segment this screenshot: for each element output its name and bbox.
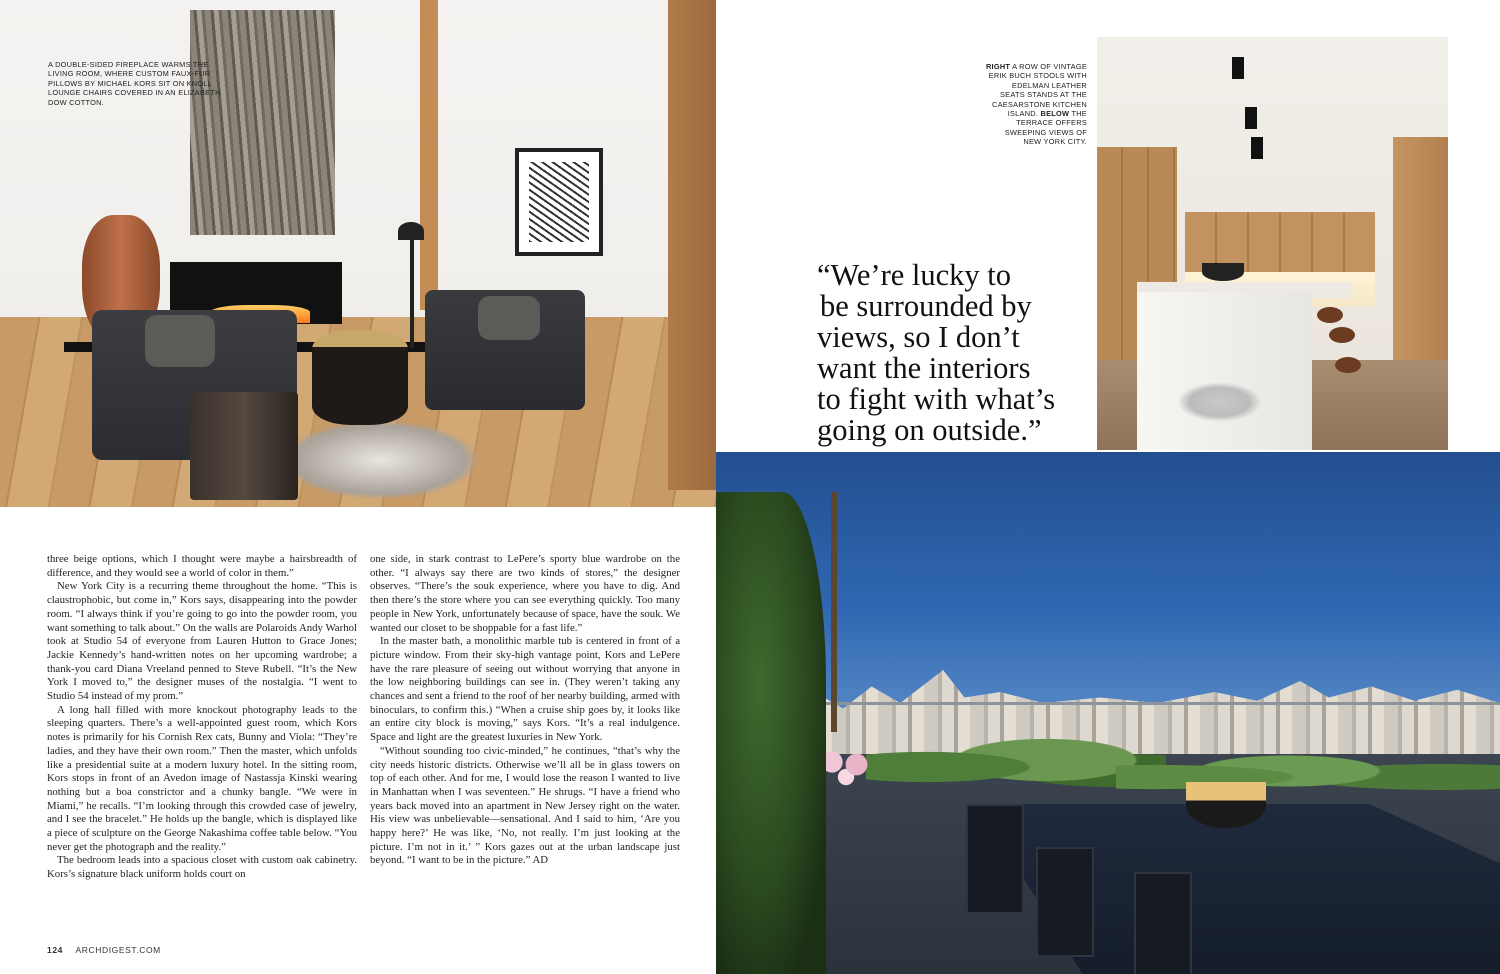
side-table xyxy=(312,330,408,425)
kitchen-photo xyxy=(1097,37,1448,450)
body-paragraph: The bedroom leads into a spacious closet with custom oak cabinetry. Kors’s signature black uniform holds court on xyxy=(47,854,357,881)
page-number: 124 xyxy=(47,945,63,955)
tree-trunk xyxy=(831,492,837,732)
bar-stool xyxy=(1335,357,1361,373)
dining-chair xyxy=(966,804,1024,914)
pendant-light xyxy=(1245,107,1257,129)
body-paragraph: one side, in stark contrast to LePere’s sporty blue wardrobe on the other. “I always say there are two kinds of stores,” the designer observes. “There’s the souk experience, where you have to dig. And then there’s the store where you can see everything quickly. Too many people in New York, unfortunately because of space, have the souk. We wanted our closet to be shoppable for a fast life.” xyxy=(370,553,680,634)
dining-chair xyxy=(1134,872,1192,974)
bar-stool xyxy=(1317,307,1343,323)
caption-label-below: BELOW xyxy=(1040,109,1070,119)
website-link[interactable]: ARCHDIGEST.COM xyxy=(75,945,161,955)
body-paragraph: three beige options, which I thought were maybe a hairsbreadth of difference, and they would see a world of color in them.” xyxy=(47,553,357,579)
pull-quote xyxy=(817,260,1092,446)
caption-text-below: THE TERRACE OFFERS SWEEPING VIEWS OF NEW YORK CITY. xyxy=(1004,109,1087,147)
framed-print xyxy=(515,148,603,256)
bowl xyxy=(1202,263,1244,281)
kitchen-caption xyxy=(985,62,1087,147)
caption-text-right: A ROW OF VINTAGE ERIK BUCH STOOLS WITH EDELMAN LEATHER SEATS STANDS AT THE CAESARSTONE KITCHEN ISLAND. xyxy=(988,62,1087,119)
terrace-photo xyxy=(716,452,1500,974)
quote-line: be surrounded by xyxy=(820,289,1032,323)
body-paragraph: “Without sounding too civic-minded,” he continues, “that’s why the city needs historic districts. Otherwise we’ll all be in glass towers on top of each other. And for me, I would lose the reason I wanted to live in Manhattan when I was seventeen.” He shrugs. “I have a friend who years back moved into an apartment in New Jersey right on the water. His view was unbelievable—sensational. And I said to him, ‘Are you happy here?’ He was like, ‘No, not really. I’m just looking at the picture. I’m not in it.’ ” Kors gazes out at the urban landscape just beyond. “I want to be in the picture.” AD xyxy=(370,744,680,867)
cat xyxy=(1177,382,1262,422)
wood-door-panel xyxy=(420,0,438,310)
body-paragraph: In the master bath, a monolithic marble tub is centered in front of a picture window. From their sky-high vantage point, Kors and LePere have the rare pleasure of seeing out without worrying that anyone in the low neighboring buildings can see in. (They weren’t taking any chances and sent a friend to the roof of her nearby building, armed with binoculars, to confirm this.) “When a cruise ship goes by, it looks like an entire city block is moving,” says Kors. “It’s a real indulgence. Space and light are the greatest luxuries in New York. xyxy=(370,635,680,744)
wood-wall-panel xyxy=(668,0,716,490)
body-column-1 xyxy=(47,553,357,882)
lamp-shade xyxy=(398,222,424,240)
quote-line: want the interiors xyxy=(817,351,1031,385)
wood-stool-table xyxy=(190,392,298,500)
body-paragraph: New York City is a recurring theme throughout the home. “This is claustrophobic, but come in,” Kors says, disappearing into the powder room. “I always think if you’re going to go into the powder room, you want something to talk about.” On the walls are Polaroids Andy Warhol took at Studio 54 of everyone from Lauren Hutton to Grace Jones; Jackie Kennedy’s hand-written notes on her upcoming wardrobe; a thank-you card Diana Vreeland penned to Steve Rubell. “It’s the New York I moved to,” the designer muses of the nostalgia. “I went to Studio 54 instead of my prom.” xyxy=(47,580,357,703)
quote-line: “We’re lucky to xyxy=(817,258,1012,292)
floor-lamp xyxy=(410,228,414,348)
quote-line: going on outside.” xyxy=(817,413,1042,447)
body-column-2 xyxy=(370,553,680,868)
body-paragraph: A long hall filled with more knockout photography leads to the sleeping quarters. There’s a well-appointed guest room, which Kors notes is primarily for his Cornish Rex cats, Bunny and Viola: “They’re ladies, and they have their own room.” Then the master, which unfolds like a presidential suite at a modern luxury hotel. In the sitting room, Kors stops in front of an Avedon image of Nastassja Kinski wearing nothing but a boa constrictor and a chunky bangle. “We were in Miami,” he recalls. “I’m looking through this crowded case of jewelry, and I see the bracelet.” He holds up the bangle, which is displayed like a piece of sculpture on the George Nakashima coffee table below. “You never get the photograph and the reality.” xyxy=(47,703,357,853)
quote-line: views, so I don’t xyxy=(817,320,1020,354)
quote-line: to fight with what’s xyxy=(817,382,1056,416)
pendant-light xyxy=(1232,57,1244,79)
caption-label-right: RIGHT xyxy=(985,62,1011,71)
planters xyxy=(1116,747,1500,807)
bark-artwork xyxy=(190,10,335,235)
dining-chair xyxy=(1036,847,1094,957)
bar-stool xyxy=(1329,327,1355,343)
pendant-light xyxy=(1251,137,1263,159)
page-folio xyxy=(47,945,161,955)
living-room-caption: A DOUBLE-SIDED FIREPLACE WARMS THE LIVING ROOM, WHERE CUSTOM FAUX-FUR PILLOWS BY MICHAEL KORS SIT ON KNOLL LOUNGE CHAIRS COVERED IN AN ELIZABETH DOW COTTON. xyxy=(48,60,221,107)
fur-pillow-left xyxy=(145,315,215,367)
glass-railing xyxy=(806,702,1500,705)
fur-pillow-right xyxy=(478,296,540,340)
tree-foliage xyxy=(716,492,826,974)
sculptural-bowl xyxy=(1186,782,1266,828)
cowhide-rug xyxy=(280,420,480,500)
kitchen-island xyxy=(1137,292,1312,450)
